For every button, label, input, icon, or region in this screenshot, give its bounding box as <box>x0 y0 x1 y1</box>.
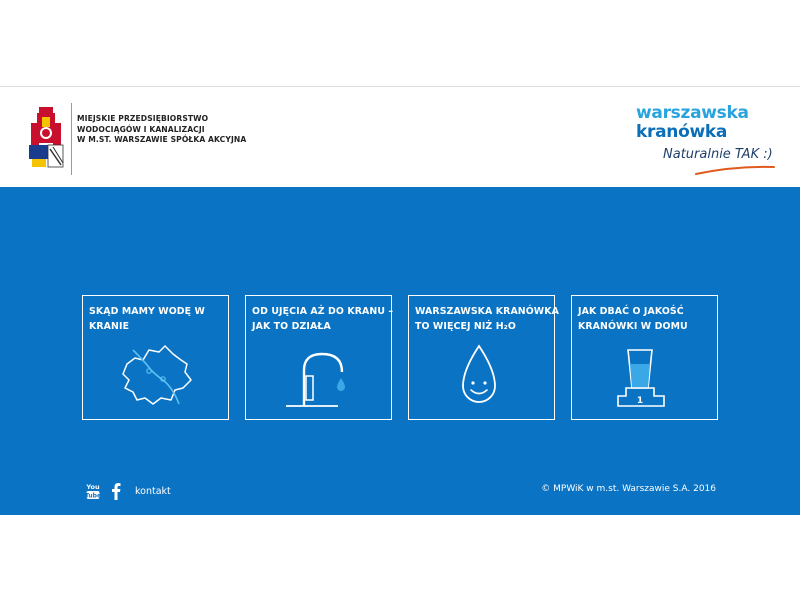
header <box>0 87 800 187</box>
podium-number: 1 <box>636 396 644 406</box>
svg-text:Tube: Tube <box>84 492 102 500</box>
org-name-line: WODOCIĄGÓW I KANALIZACJI <box>77 124 205 134</box>
brand-line2: kranówka <box>636 122 728 142</box>
glass-on-podium-icon <box>572 340 716 410</box>
card-water-source[interactable] <box>82 295 229 420</box>
card-title-line: WARSZAWSKA KRANÓWKA <box>415 306 559 317</box>
card-title <box>415 304 559 334</box>
smiling-drop-icon <box>409 340 553 410</box>
warszawska-kranowka-logo[interactable] <box>620 101 790 181</box>
org-name <box>77 114 246 146</box>
card-title-line: OD UJĘCIA AŻ DO KRANU – <box>252 306 394 317</box>
card-title-line: JAK DBAĆ O JAKOŚĆ <box>578 306 684 317</box>
brand-line1: warszawska <box>636 103 749 123</box>
card-how-it-works[interactable] <box>245 295 392 420</box>
card-title-line: KRANIE <box>89 321 130 332</box>
org-name-line: MIEJSKIE PRZEDSIĘBIORSTWO <box>77 114 209 123</box>
main-panel <box>0 187 800 515</box>
facebook-icon[interactable] <box>111 482 121 500</box>
card-title-line: KRANÓWKI W DOMU <box>578 321 688 332</box>
copyright: © MPWiK w m.st. Warszawie S.A. 2016 <box>541 484 716 494</box>
card-title-line: TO WIĘCEJ NIŻ H₂O <box>415 321 516 332</box>
svg-text:You: You <box>86 483 100 491</box>
org-divider <box>71 103 72 175</box>
card-title <box>89 304 224 334</box>
faucet-icon <box>246 340 390 410</box>
swoosh-icon <box>694 164 776 176</box>
card-title-line: SKĄD MAMY WODĘ W <box>89 306 205 317</box>
card-title-line: JAK TO DZIAŁA <box>252 321 331 332</box>
card-more-than-h2o[interactable] <box>408 295 559 420</box>
card-title <box>252 304 394 334</box>
card-home-quality[interactable] <box>571 295 718 420</box>
mpwik-crest-logo[interactable] <box>26 107 66 169</box>
card-title <box>578 304 713 334</box>
contact-link[interactable]: kontakt <box>135 485 171 497</box>
org-name-line: W M.ST. WARSZAWIE SPÓŁKA AKCYJNA <box>77 135 247 144</box>
social-links <box>86 481 171 501</box>
youtube-icon[interactable] <box>86 482 100 500</box>
brand-tagline: Naturalnie TAK :) <box>663 147 773 162</box>
warsaw-map-icon <box>83 340 227 410</box>
